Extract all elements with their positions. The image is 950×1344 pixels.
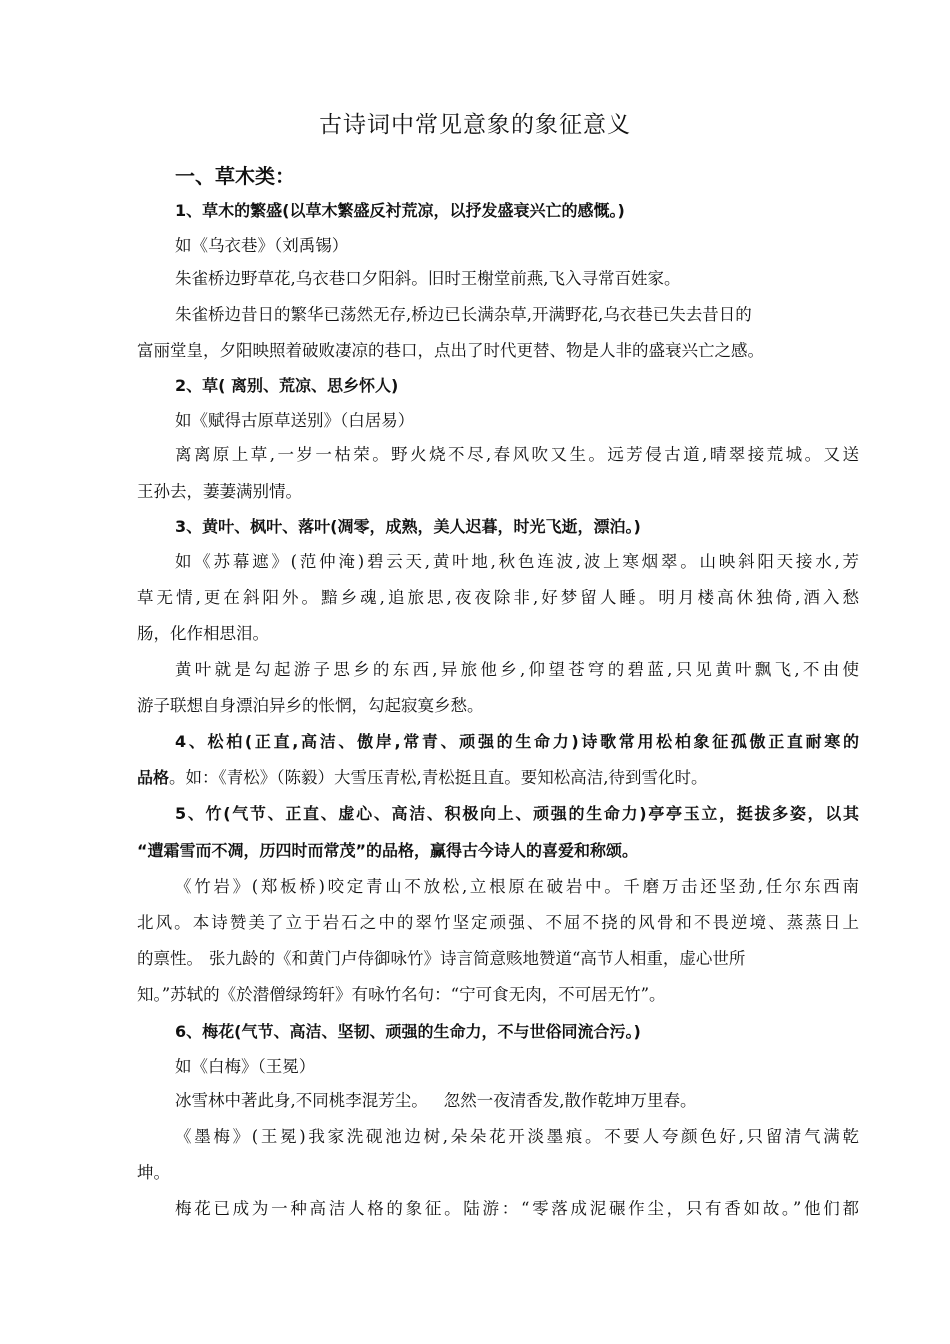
item-6-note-line-1: 梅花已成为一种高洁人格的象征。陆游：“零落成泥碾作尘，只有香如故。”他们都: [175, 1199, 859, 1218]
item-5-note-line-1: 北风。本诗赞美了立于岩石之中的翠竹坚定顽强、不屈不挠的风骨和不畏逆境、蒸蒸日上: [137, 913, 859, 932]
item-4-line-2: [137, 767, 859, 789]
item-4-poem: 。如：《青松》（陈毅）大雪压青松,青松挺且直。要知松高洁,待到雪化时。: [169, 768, 708, 787]
item-6-poem-part-b: 忽然一夜清香发,散作乾坤万里春。: [443, 1091, 697, 1110]
item-5-note-line-3: 知。”苏轼的《於潜僧绿筠轩》有咏竹名句：“宁可食无肉，不可居无竹”。: [137, 985, 666, 1004]
item-5-heading-line-1: 5、竹(气节、正直、虚心、高洁、积极向上、顽强的生命力)亭亭玉立，挺拔多姿，以其: [175, 804, 859, 823]
item-2-heading: 2、草( 离别、荒凉、思乡怀人): [175, 376, 399, 395]
item-3-poem-line-2: 草无情,更在斜阳外。黯乡魂,追旅思,夜夜除非,好梦留人睡。明月楼高休独倚,酒入愁: [137, 588, 859, 607]
item-4-heading: 4、松柏(正直,高洁、傲岸,常青、顽强的生命力)诗歌常用松柏象征孤傲正直耐寒的: [175, 732, 859, 751]
item-6-source: 如《白梅》（王冕）: [175, 1057, 316, 1076]
item-3-poem-line-1: 如《苏幕遮》(范仲淹)碧云天,黄叶地,秋色连波,波上寒烟翠。山映斜阳天接水,芳: [175, 552, 859, 571]
item-3-note-line-2: 游子联想自身漂泊异乡的怅惘，勾起寂寞乡愁。: [137, 696, 484, 715]
item-1-poem: 朱雀桥边野草花,乌衣巷口夕阳斜。旧时王榭堂前燕,飞入寻常百姓家。: [175, 269, 681, 288]
item-6-poem: [175, 1090, 897, 1112]
item-3-poem-line-3: 肠，化作相思泪。: [137, 624, 269, 643]
page-title: 古诗词中常见意象的象征意义: [319, 112, 631, 138]
item-5-note-line-2: [137, 948, 859, 970]
item-1-source: 如《乌衣巷》（刘禹锡）: [175, 236, 349, 255]
item-5-note-part-a: 的禀性。: [137, 949, 203, 968]
item-6-momei-line-1: 《墨梅》(王冕)我家洗砚池边树,朵朵花开淡墨痕。不要人夸颜色好,只留清气满乾: [175, 1127, 859, 1146]
item-6-heading: 6、梅花(气节、高洁、坚韧、顽强的生命力，不与世俗同流合污。): [175, 1022, 641, 1041]
item-3-heading: 3、黄叶、枫叶、落叶(凋零，成熟，美人迟暮，时光飞逝，漂泊。): [175, 517, 641, 536]
item-2-poem-line-1: 离离原上草,一岁一枯荣。野火烧不尽,春风吹又生。远芳侵古道,晴翠接荒城。又送: [175, 445, 859, 464]
item-2-source: 如《赋得古原草送别》（白居易）: [175, 411, 415, 430]
item-6-momei-line-2: 坤。: [137, 1163, 170, 1182]
item-6-poem-part-a: 冰雪林中著此身,不同桃李混芳尘。: [175, 1091, 428, 1110]
item-2-poem-line-2: 王孙去，萋萋满别情。: [137, 482, 302, 501]
item-5-poem-line-1: 《竹岩》(郑板桥)咬定青山不放松,立根原在破岩中。千磨万击还坚劲,任尔东西南: [175, 877, 859, 896]
item-1-note-line-1: 朱雀桥边昔日的繁华已荡然无存,桥边已长满杂草,开满野花,乌衣巷已失去昔日的: [175, 305, 752, 324]
item-4-bold-word: 品格: [137, 768, 170, 787]
section-heading: 一、草木类：: [175, 164, 295, 188]
item-3-note-line-1: 黄叶就是勾起游子思乡的东西,异旅他乡,仰望苍穹的碧蓝,只见黄叶飘飞,不由使: [175, 660, 859, 679]
item-5-heading-line-2: “遭霜雪而不凋，历四时而常茂”的品格，赢得古今诗人的喜爱和称颂。: [137, 841, 639, 860]
item-5-note-part-b: 张九龄的《和黄门卢侍御咏竹》诗言简意赅地赞道“高节人相重，虚心世所: [209, 949, 746, 968]
item-1-heading: 1、草木的繁盛(以草木繁盛反衬荒凉，以抒发盛衰兴亡的感慨。): [175, 201, 625, 220]
item-1-note-line-2: 富丽堂皇，夕阳映照着破败凄凉的巷口，点出了时代更替、物是人非的盛衰兴亡之感。: [137, 341, 764, 360]
